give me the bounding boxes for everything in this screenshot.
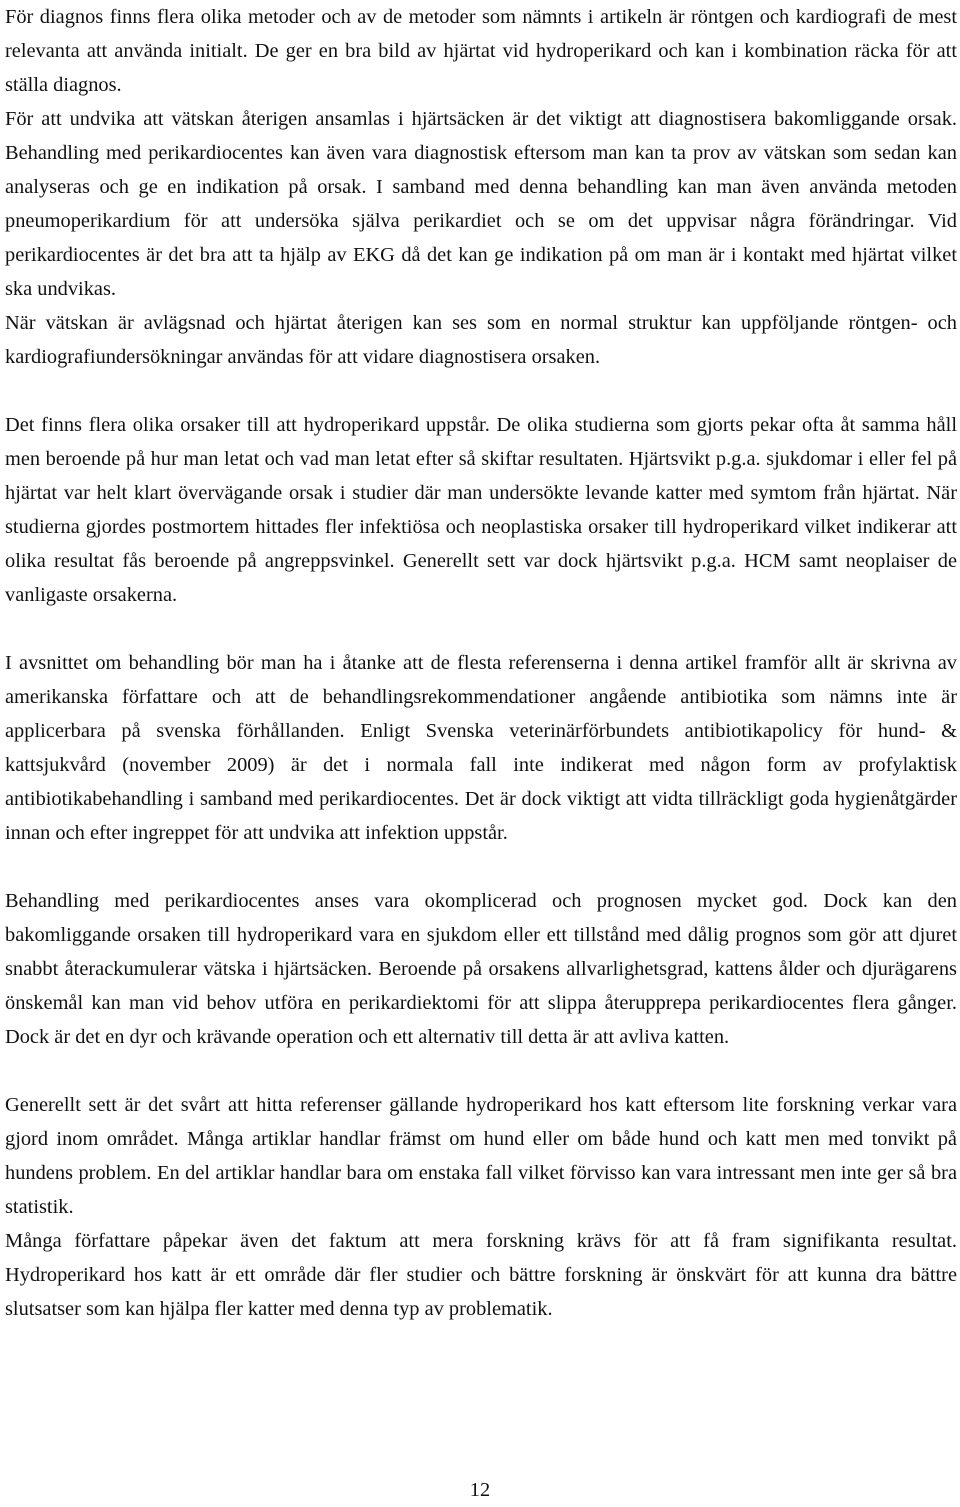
paragraph-causes: Det finns flera olika orsaker till att hydroperikard uppstår. De olika studierna som gjorts pekar ofta åt samma håll men beroende på hur man letat och vad man letat efter så skiftar resultaten. Hjärtsvikt p.g.a. sjukdomar i eller fel på hjärtat var helt klart övervägande orsak i studier där man undersökte levande katter med symtom från hjärtat. När studierna gjordes postmortem hittades fler infektiösa och neoplastiska orsaker till hydroperikard vilket indikerar att olika resultat fås beroende på angreppsvinkel. Generellt sett var dock hjärtsvikt p.g.a. HCM samt neoplaiser de vanligaste orsakerna. xyxy=(5,414,957,606)
paragraph-antibiotics: I avsnittet om behandling bör man ha i åtanke att de flesta referenserna i denna artikel framför allt är skrivna av amerikanska författare och att de behandlingsrekommendationer angående antibiotika som nämns inte är applicerbara på svenska förhållanden. Enligt Svenska veterinärförbundets antibiotikapolicy för hund- & kattsjukvård (november 2009) är det i normala fall inte indikerat med någon form av profylaktisk antibiotikabehandling i samband med perikardiocentes. Det är dock viktigt att vidta tillräckligt goda hygienåtgärder innan och efter ingreppet för att undvika att infektion uppstår. xyxy=(5,652,957,844)
paragraph-follow-up: När vätskan är avlägsnad och hjärtat återigen kan ses som en normal struktur kan uppföljande röntgen- och kardiografiundersökningar användas för att vidare diagnostisera orsaken. xyxy=(5,312,957,368)
paragraph-research-needed: Många författare påpekar även det faktum att mera forskning krävs för att få fram signifikanta resultat. Hydroperikard hos katt är ett område där fler studier och bättre forskning är önskvärt för att kunna dra bättre slutsatser som kan hjälpa fler katter med denna typ av problematik. xyxy=(5,1230,957,1320)
paragraph-gap xyxy=(5,374,957,408)
document-page xyxy=(5,0,957,1326)
paragraph-diagnosis-methods: För diagnos finns flera olika metoder och av de metoder som nämnts i artikeln är röntgen och kardiografi de mest relevanta att använda initialt. De ger en bra bild av hjärtat vid hydroperikard och kan i kombination räcka för att ställa diagnos. xyxy=(5,6,957,96)
paragraph-references: Generellt sett är det svårt att hitta referenser gällande hydroperikard hos katt eftersom lite forskning verkar vara gjord inom området. Många artiklar handlar främst om hund eller om både hund och katt men med tonvikt på hundens problem. En del artiklar handlar bara om enstaka fall vilket förvisso kan vara intressant men inte ger så bra statistik. xyxy=(5,1094,957,1218)
paragraph-underlying-cause: För att undvika att vätskan återigen ansamlas i hjärtsäcken är det viktigt att diagnostisera bakomliggande orsak. Behandling med perikardiocentes kan även vara diagnostisk eftersom man kan ta prov av vätskan som sedan kan analyseras och ge en indikation på orsak. I samband med denna behandling kan man även använda metoden pneumoperikardium för att undersöka själva perikardiet och se om det uppvisar några förändringar. Vid perikardiocentes är det bra att ta hjälp av EKG då det kan ge indikation på om man är i kontakt med hjärtat vilket ska undvikas. xyxy=(5,108,957,300)
paragraph-gap xyxy=(5,850,957,884)
page-number: 12 xyxy=(469,1479,491,1501)
paragraph-prognosis: Behandling med perikardiocentes anses vara okomplicerad och prognosen mycket god. Dock kan den bakomliggande orsaken till hydroperikard vara en sjukdom eller ett tillstånd med dålig prognos som gör att djuret snabbt återackumulerar vätska i hjärtsäcken. Beroende på orsakens allvarlighetsgrad, kattens ålder och djurägarens önskemål kan man vid behov utföra en perikardiektomi för att slippa återupprepa perikardiocentes flera gånger. Dock är det en dyr och krävande operation och ett alternativ till detta är att avliva katten. xyxy=(5,890,957,1048)
paragraph-gap xyxy=(5,1054,957,1088)
paragraph-gap xyxy=(5,612,957,646)
